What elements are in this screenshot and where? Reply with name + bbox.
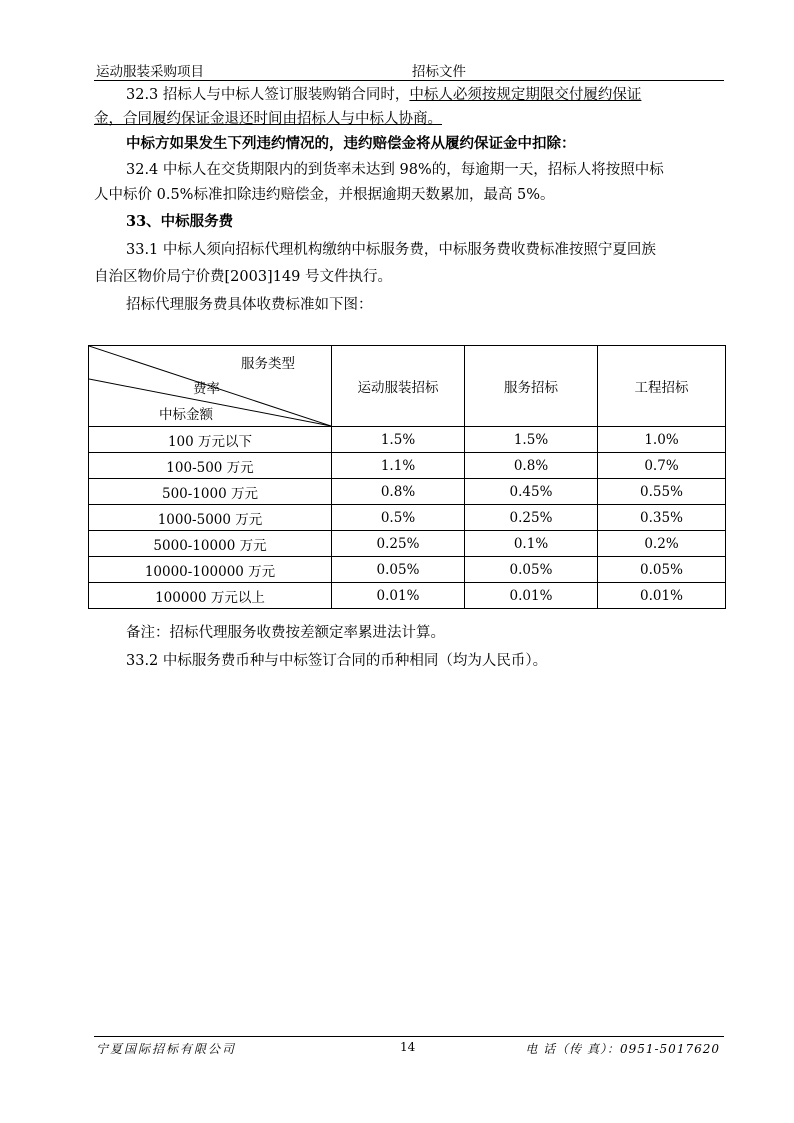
column-header: 服务招标 bbox=[465, 346, 598, 427]
rate-cell: 0.7% bbox=[598, 453, 726, 479]
rate-cell: 0.25% bbox=[332, 531, 465, 557]
paragraph-32-3-line2: 金，合同履约保证金退还时间由招标人与中标人协商。 bbox=[94, 111, 442, 127]
rate-cell: 1.1% bbox=[332, 453, 465, 479]
rate-cell: 0.01% bbox=[332, 583, 465, 609]
amount-cell: 100000 万元以上 bbox=[89, 583, 332, 609]
rate-cell: 0.5% bbox=[332, 505, 465, 531]
page-footer bbox=[94, 1036, 724, 1057]
paragraph-33-2: 33.2 中标服务费币种与中标签订合同的币种相同（均为人民币）。 bbox=[126, 653, 548, 669]
amount-cell: 5000-10000 万元 bbox=[89, 531, 332, 557]
table-row bbox=[89, 583, 726, 609]
table-row bbox=[89, 531, 726, 557]
fee-table bbox=[88, 345, 726, 609]
paragraph-32-3-line1: 32.3 招标人与中标人签订服装购销合同时，中标人必须按规定期限交付履约保证 bbox=[126, 87, 642, 103]
rate-cell: 1.5% bbox=[465, 427, 598, 453]
table-row bbox=[89, 453, 726, 479]
column-header: 工程招标 bbox=[598, 346, 726, 427]
table-row bbox=[89, 557, 726, 583]
rate-cell: 0.45% bbox=[465, 479, 598, 505]
table-note: 备注：招标代理服务收费按差额定率累进法计算。 bbox=[126, 625, 445, 641]
footer-contact bbox=[525, 1040, 720, 1057]
table-row bbox=[89, 479, 726, 505]
section-heading-33: 33、中标服务费 bbox=[126, 213, 234, 230]
rate-cell: 0.35% bbox=[598, 505, 726, 531]
underlined-text: 中标人必须按规定期限交付履约保证 bbox=[409, 87, 642, 103]
amount-cell: 10000-100000 万元 bbox=[89, 557, 332, 583]
paragraph-33-1-line2: 自治区物价局宁价费[2003]149 号文件执行。 bbox=[94, 269, 392, 285]
table-row bbox=[89, 505, 726, 531]
diag-rate: 费率 bbox=[193, 381, 220, 397]
penalty-heading: 中标方如果发生下列违约情况的，违约赔偿金将从履约保证金中扣除： bbox=[126, 135, 576, 152]
page-header bbox=[94, 58, 724, 81]
paragraph-32-4-line2: 人中标价 0.5%标准扣除违约赔偿金，并根据逾期天数累加，最高 5%。 bbox=[94, 187, 555, 203]
amount-cell: 500-1000 万元 bbox=[89, 479, 332, 505]
rate-cell: 0.55% bbox=[598, 479, 726, 505]
rate-cell: 0.01% bbox=[465, 583, 598, 609]
page-number: 14 bbox=[400, 1040, 416, 1054]
rate-cell: 0.8% bbox=[465, 453, 598, 479]
rate-cell: 0.05% bbox=[332, 557, 465, 583]
amount-cell: 1000-5000 万元 bbox=[89, 505, 332, 531]
rate-cell: 0.2% bbox=[598, 531, 726, 557]
rate-cell: 1.5% bbox=[332, 427, 465, 453]
table-header-row bbox=[89, 346, 726, 427]
rate-cell: 0.1% bbox=[465, 531, 598, 557]
rate-cell: 0.05% bbox=[465, 557, 598, 583]
header-project: 运动服装采购项目 bbox=[96, 64, 204, 80]
rate-cell: 0.05% bbox=[598, 557, 726, 583]
phone-number: 0951-5017620 bbox=[619, 1042, 720, 1056]
amount-cell: 100 万元以下 bbox=[89, 427, 332, 453]
fee-intro: 招标代理服务费具体收费标准如下图： bbox=[126, 297, 373, 313]
paragraph-32-4-line1: 32.4 中标人在交货期限内的到货率未达到 98%的，每逾期一天，招标人将按照中标 bbox=[126, 162, 664, 178]
diagonal-header-cell bbox=[89, 346, 332, 427]
rate-cell: 0.01% bbox=[598, 583, 726, 609]
rate-cell: 0.8% bbox=[332, 479, 465, 505]
rate-cell: 0.25% bbox=[465, 505, 598, 531]
phone-label: 电 话（传 真）： bbox=[525, 1042, 620, 1056]
table-row bbox=[89, 427, 726, 453]
paragraph-33-1-line1: 33.1 中标人须向招标代理机构缴纳中标服务费，中标服务费收费标准按照宁夏回族 bbox=[126, 242, 656, 258]
footer-company: 宁夏国际招标有限公司 bbox=[96, 1042, 237, 1056]
amount-cell: 100-500 万元 bbox=[89, 453, 332, 479]
column-header: 运动服装招标 bbox=[332, 346, 465, 427]
diag-amount: 中标金额 bbox=[159, 407, 213, 423]
rate-cell: 1.0% bbox=[598, 427, 726, 453]
diag-service-type: 服务类型 bbox=[241, 356, 295, 372]
header-doc-type: 招标文件 bbox=[412, 64, 466, 80]
